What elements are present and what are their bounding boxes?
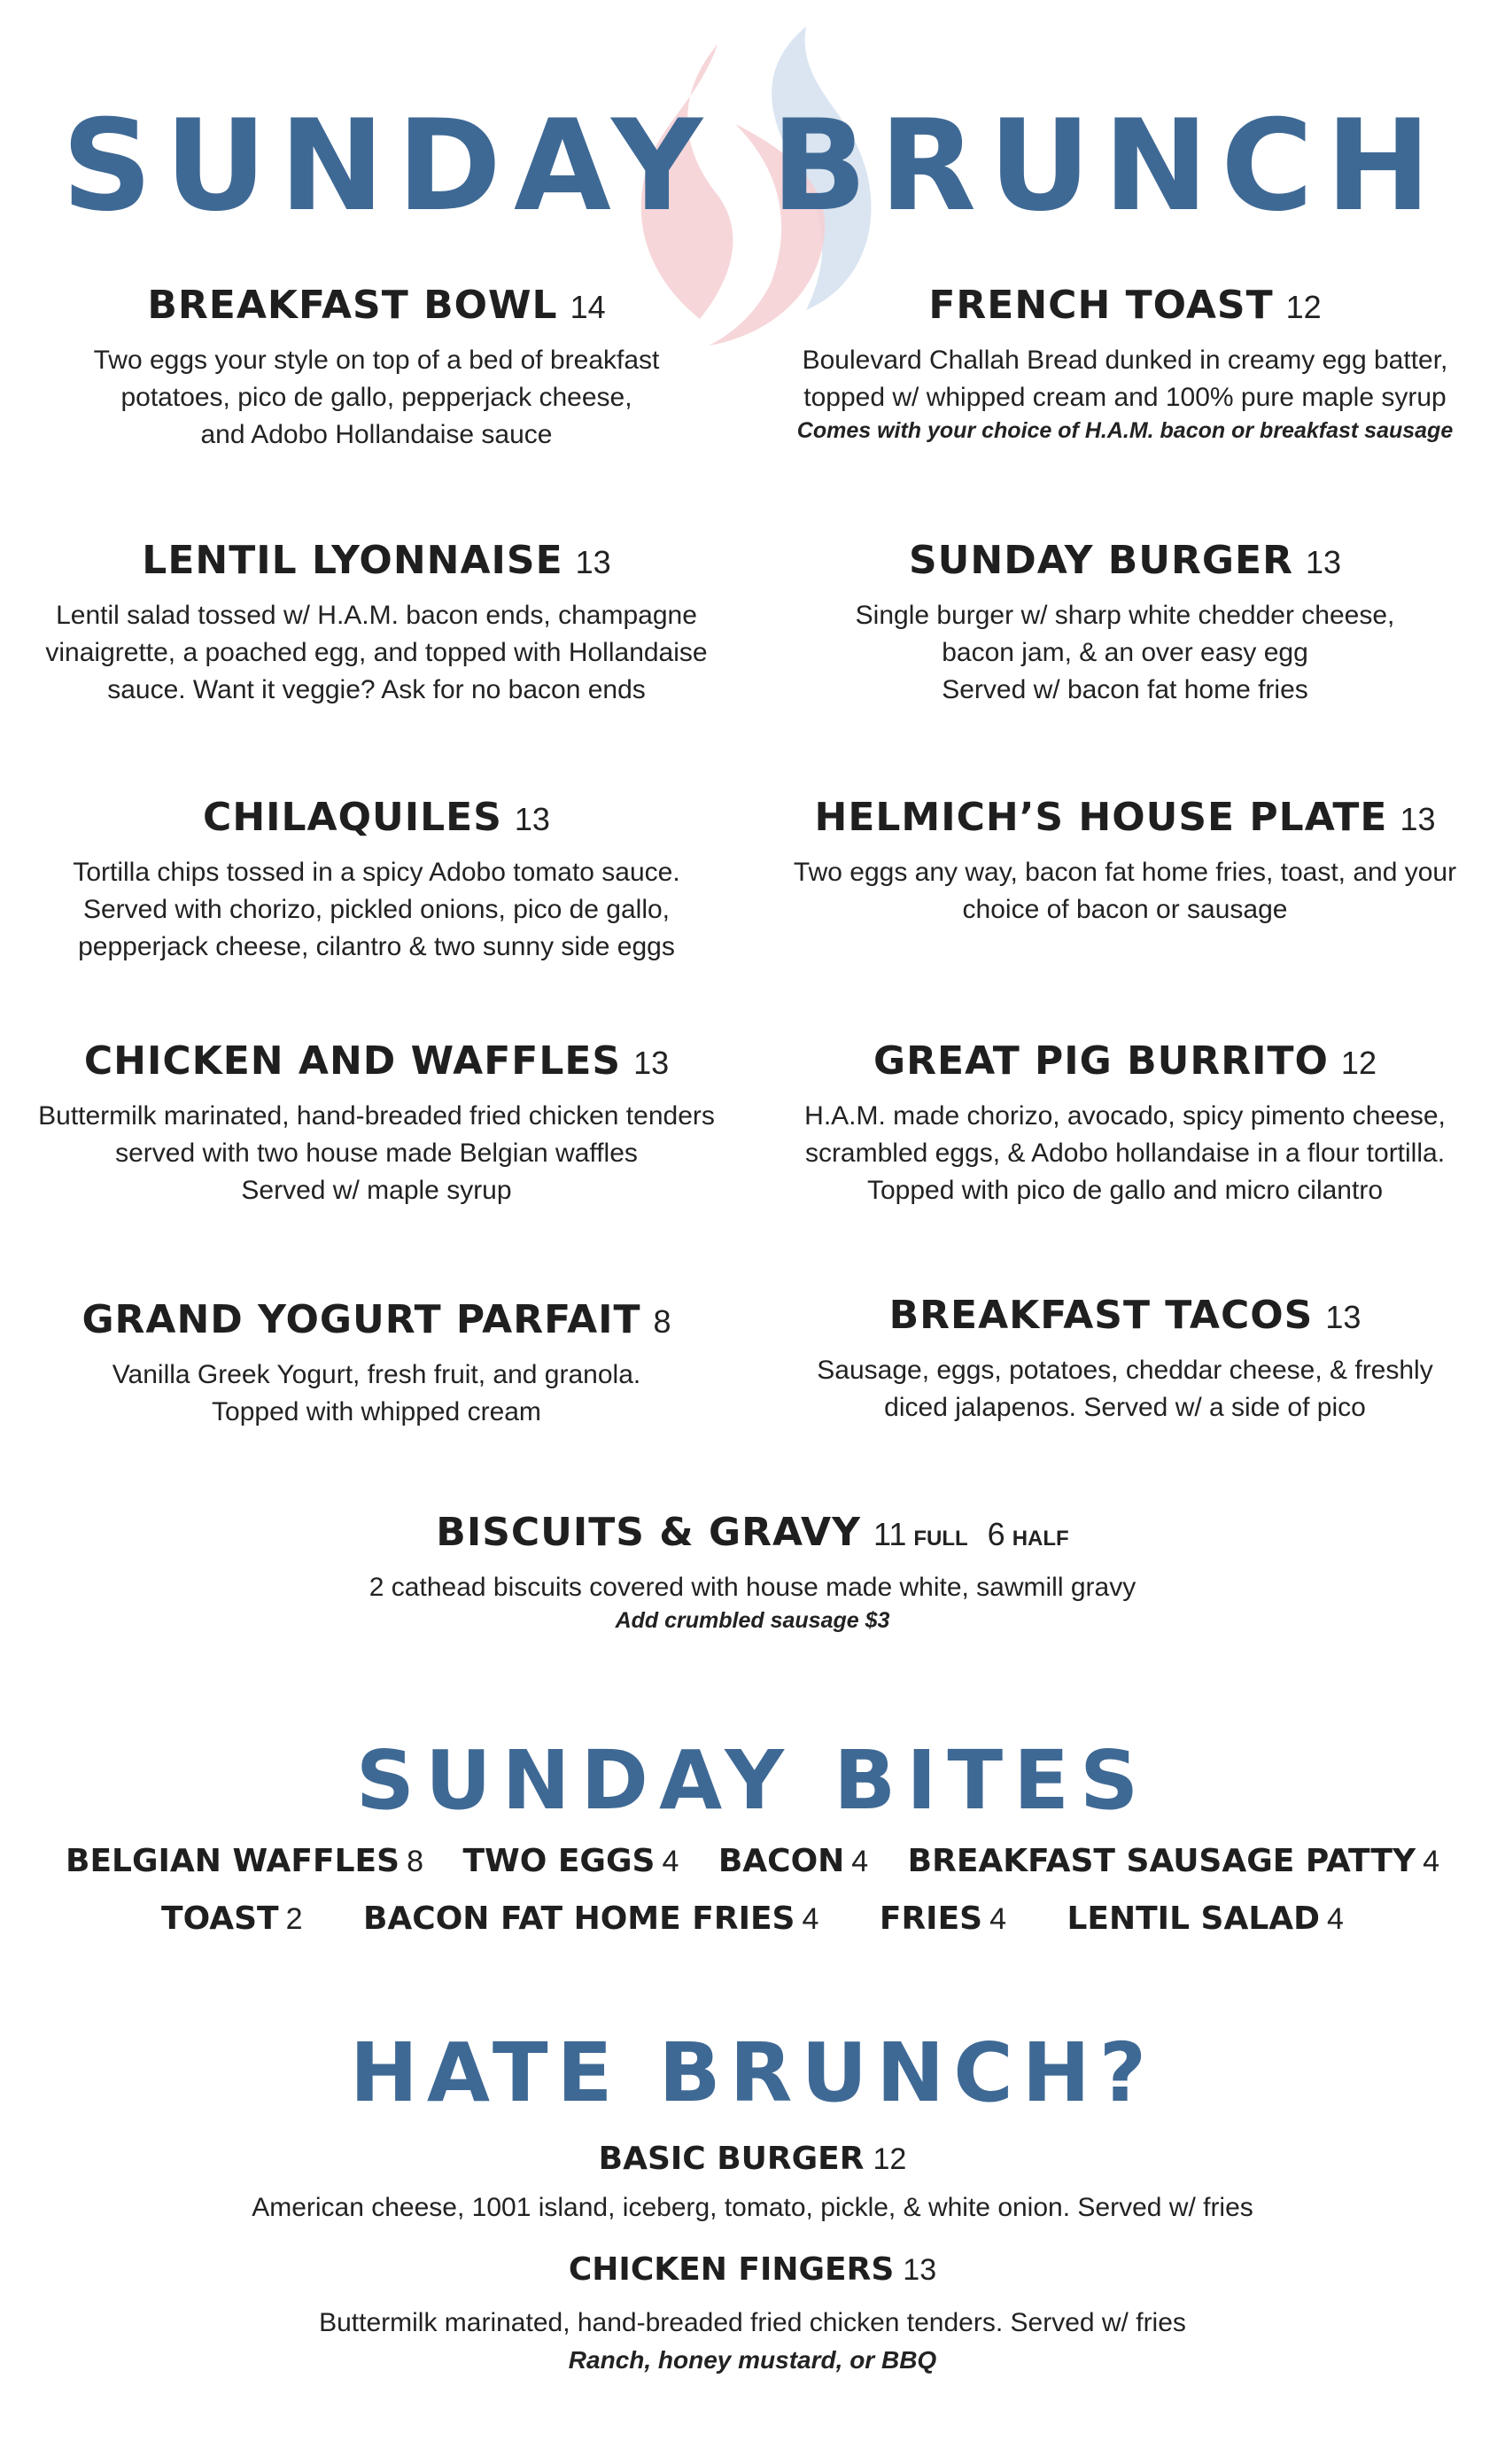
item-desc-line: diced jalapenos. Served w/ a side of pico xyxy=(884,1393,1366,1422)
item-name: BISCUITS & GRAVY xyxy=(436,1510,861,1555)
menu-item-basic-burger xyxy=(0,2135,1505,2227)
item-price: 13 xyxy=(633,1045,670,1081)
item-desc-line: choice of bacon or sausage xyxy=(962,895,1288,924)
item-note: Ranch, honey mustard, or BBQ xyxy=(568,2346,937,2374)
item-desc-line: and Adobo Hollandaise sauce xyxy=(200,420,553,449)
bite-name: LENTIL SALAD xyxy=(1067,1900,1321,1937)
bite-item xyxy=(908,1843,1439,1879)
bite-item xyxy=(880,1900,1006,1937)
item-price: 13 xyxy=(903,2253,937,2287)
menu-item-yogurt-parfait xyxy=(27,1294,726,1430)
bite-item xyxy=(1067,1900,1343,1937)
item-price: 13 xyxy=(514,801,550,837)
item-desc-line: 2 cathead biscuits covered with house made white, sawmill gravy xyxy=(368,1573,1137,1602)
menu-item-french-toast xyxy=(771,279,1479,446)
item-desc-line: pepperjack cheese, cilantro & two sunny side eggs xyxy=(78,932,675,961)
item-name: CHICKEN AND WAFFLES xyxy=(83,1038,622,1084)
item-name: CHICKEN FINGERS xyxy=(568,2251,895,2288)
menu-item-biscuits-gravy xyxy=(177,1506,1328,1636)
item-desc-line: scrambled eggs, & Adobo hollandaise in a flour tortilla. xyxy=(804,1139,1446,1168)
item-desc-line: Lentil salad tossed w/ H.A.M. bacon ends, champagne xyxy=(56,601,697,630)
section-title-hate-brunch: HATE BRUNCH? xyxy=(349,2025,1156,2120)
bite-name: BACON FAT HOME FRIES xyxy=(362,1900,795,1937)
bite-price: 4 xyxy=(989,1902,1007,1936)
bite-price: 4 xyxy=(851,1845,869,1878)
bite-price: 4 xyxy=(1423,1845,1439,1878)
item-desc-line: Vanilla Greek Yogurt, fresh fruit, and granola. xyxy=(112,1360,641,1389)
bite-item xyxy=(161,1900,302,1937)
item-desc-line: Served w/ bacon fat home fries xyxy=(942,675,1308,704)
item-price: 13 xyxy=(575,544,611,580)
item-desc-line: sauce. Want it veggie? Ask for no bacon ends xyxy=(107,675,646,704)
bite-name: BELGIAN WAFFLES xyxy=(66,1843,400,1879)
item-desc-line: Two eggs any way, bacon fat home fries, toast, and your xyxy=(793,858,1457,887)
item-desc-line: Two eggs your style on top of a bed of breakfast xyxy=(93,346,660,375)
bites-row-2 xyxy=(0,1900,1505,1937)
item-desc-line: Topped with whipped cream xyxy=(212,1397,541,1426)
item-desc-line: Boulevard Challah Bread dunked in creamy egg batter, xyxy=(802,346,1448,375)
item-name: FRENCH TOAST xyxy=(928,283,1274,328)
item-price-half: 6 xyxy=(987,1516,1005,1552)
item-price: 13 xyxy=(1400,801,1436,837)
bite-name: BREAKFAST SAUSAGE PATTY xyxy=(907,1843,1416,1879)
bite-item xyxy=(66,1843,423,1879)
item-desc-line: topped w/ whipped cream and 100% pure maple syrup xyxy=(803,383,1447,412)
item-name: GRAND YOGURT PARFAIT xyxy=(81,1297,641,1342)
menu-item-chicken-waffles xyxy=(27,1035,726,1209)
item-desc-line: Buttermilk marinated, hand-breaded fried chicken tenders xyxy=(38,1101,715,1131)
bite-price: 4 xyxy=(662,1845,679,1878)
item-desc-line: Tortilla chips tossed in a spicy Adobo tomato sauce. xyxy=(73,858,680,887)
item-price: 8 xyxy=(653,1303,671,1340)
item-desc-line: potatoes, pico de gallo, pepperjack cheese, xyxy=(120,383,632,412)
item-name: BASIC BURGER xyxy=(598,2141,865,2177)
bite-price: 4 xyxy=(1327,1902,1344,1936)
item-desc-line: Buttermilk marinated, hand-breaded fried chicken tenders. Served w/ fries xyxy=(319,2308,1186,2337)
item-desc-line: bacon jam, & an over easy egg xyxy=(942,638,1308,667)
bite-name: TWO EGGS xyxy=(462,1843,656,1879)
menu-item-sunday-burger xyxy=(771,534,1479,708)
item-name: HELMICH’S HOUSE PLATE xyxy=(814,795,1388,840)
item-desc-line: Sausage, eggs, potatoes, cheddar cheese, & freshly xyxy=(817,1356,1433,1385)
item-price: 14 xyxy=(570,289,606,325)
item-note: Comes with your choice of H.A.M. bacon or breakfast sausage xyxy=(796,418,1454,443)
price-label-half: HALF xyxy=(1012,1527,1069,1551)
page-title: SUNDAY BRUNCH xyxy=(61,93,1444,239)
bite-name: FRIES xyxy=(879,1900,983,1937)
item-price: 13 xyxy=(1325,1299,1361,1335)
item-desc-line: Topped with pico de gallo and micro cilantro xyxy=(867,1176,1383,1205)
item-desc-line: Single burger w/ sharp white chedder cheese, xyxy=(855,601,1395,630)
menu-item-house-plate xyxy=(771,791,1479,928)
item-desc-line: American cheese, 1001 island, iceberg, tomato, pickle, & white onion. Served w/ fries xyxy=(252,2193,1253,2222)
item-price: 12 xyxy=(1285,289,1322,325)
item-desc-line: Served w/ maple syrup xyxy=(241,1176,512,1205)
item-desc-line: H.A.M. made chorizo, avocado, spicy pimento cheese, xyxy=(804,1101,1446,1131)
bite-name: TOAST xyxy=(161,1900,279,1937)
item-name: GREAT PIG BURRITO xyxy=(873,1038,1329,1084)
item-name: SUNDAY BURGER xyxy=(908,538,1293,583)
bite-price: 8 xyxy=(407,1845,423,1878)
menu-item-chicken-fingers xyxy=(0,2242,1505,2379)
item-price-full: 11 xyxy=(873,1516,907,1552)
menu-item-breakfast-bowl xyxy=(27,279,726,453)
bites-row-1 xyxy=(0,1843,1505,1879)
item-price: 12 xyxy=(1340,1045,1377,1081)
bite-price: 2 xyxy=(285,1902,303,1936)
bite-name: BACON xyxy=(718,1843,845,1879)
menu-item-pig-burrito xyxy=(771,1035,1479,1209)
bite-item xyxy=(718,1843,868,1879)
item-price: 12 xyxy=(873,2142,907,2176)
menu-item-chilaquiles xyxy=(27,791,726,965)
item-desc-line: Served with chorizo, pickled onions, pico de gallo, xyxy=(82,895,671,924)
bite-item xyxy=(462,1843,679,1879)
item-name: BREAKFAST BOWL xyxy=(147,283,558,328)
item-name: BREAKFAST TACOS xyxy=(888,1293,1314,1338)
item-note: Add crumbled sausage $3 xyxy=(615,1608,890,1633)
bite-item xyxy=(363,1900,818,1937)
item-desc-line: served with two house made Belgian waffles xyxy=(115,1139,638,1168)
item-name: LENTIL LYONNAISE xyxy=(142,538,563,583)
menu-item-lentil-lyonnaise xyxy=(27,534,726,708)
bite-price: 4 xyxy=(802,1902,819,1936)
item-desc-line: vinaigrette, a poached egg, and topped with Hollandaise xyxy=(45,638,708,667)
price-label-full: FULL xyxy=(913,1527,968,1551)
menu-item-breakfast-tacos xyxy=(771,1289,1479,1426)
item-price: 13 xyxy=(1305,544,1342,580)
item-name: CHILAQUILES xyxy=(203,795,502,840)
section-title-bites: SUNDAY BITES xyxy=(355,1733,1150,1828)
